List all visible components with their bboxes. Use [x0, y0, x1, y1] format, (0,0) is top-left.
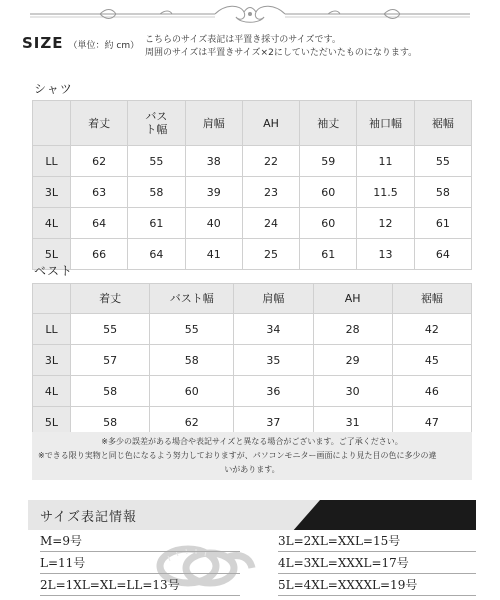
vest-section-title: ベスト	[34, 264, 74, 278]
table-cell: 60	[150, 376, 234, 407]
table-cell: 55	[71, 314, 150, 345]
table-cell: 64	[128, 239, 185, 270]
table-row	[33, 239, 472, 270]
size-info-item: 3L=2XL=XXL=15号	[278, 531, 476, 552]
table-cell: 11.5	[357, 177, 414, 208]
table-cell: 58	[71, 407, 150, 438]
column-header: 着丈	[71, 284, 150, 314]
table-cell: 13	[357, 239, 414, 270]
table-cell: 60	[300, 177, 357, 208]
size-info-item: L=11号	[40, 553, 240, 574]
column-header: 袖丈	[300, 101, 357, 146]
table-cell: 60	[300, 208, 357, 239]
size-note-line2: 周囲のサイズは平置きサイズ×2にしていただいたものになります。	[145, 48, 418, 58]
table-cell: 55	[414, 146, 471, 177]
size-info-item: M=9号	[40, 531, 240, 552]
size-title: SIZE	[22, 34, 64, 52]
table-cell: 30	[313, 376, 392, 407]
table-cell: 55	[128, 146, 185, 177]
table-cell: 62	[150, 407, 234, 438]
table-cell: 58	[150, 345, 234, 376]
shirt-size-table	[32, 100, 472, 270]
table-cell: 36	[234, 376, 313, 407]
note-line: ※できる限り実物と同じ色になるよう努力しておりますが、パソコンモニター画面により見た目の色に多少の違	[38, 451, 437, 460]
table-row	[33, 177, 472, 208]
size-note-line1: こちらのサイズ表記は平置き採寸のサイズです。	[145, 35, 341, 45]
table-cell: 42	[392, 314, 471, 345]
ornament-divider	[0, 0, 500, 30]
table-cell: 66	[71, 239, 128, 270]
column-header: AH	[313, 284, 392, 314]
table-cell: 11	[357, 146, 414, 177]
size-label-cell: 4L	[33, 376, 71, 407]
table-cell: 28	[313, 314, 392, 345]
table-cell: 45	[392, 345, 471, 376]
table-cell: 61	[128, 208, 185, 239]
column-header	[128, 101, 185, 146]
table-cell: 59	[300, 146, 357, 177]
note-line: ※多少の誤差がある場合や表記サイズと異なる場合がございます。ご了承ください。	[101, 437, 403, 446]
size-label-cell: 5L	[33, 407, 71, 438]
size-info-item: 4L=3XL=XXXL=17号	[278, 553, 476, 574]
size-label-cell: 4L	[33, 208, 71, 239]
table-cell: 23	[242, 177, 299, 208]
table-row	[33, 314, 472, 345]
column-header: バスト幅	[150, 284, 234, 314]
table-cell: 31	[313, 407, 392, 438]
table-row	[33, 208, 472, 239]
table-cell: 25	[242, 239, 299, 270]
table-corner-cell	[33, 101, 71, 146]
size-info-panel	[28, 500, 476, 596]
size-label-cell: 3L	[33, 177, 71, 208]
size-note	[145, 34, 417, 60]
size-info-item: 5L=4XL=XXXXL=19号	[278, 575, 476, 596]
size-label-cell: LL	[33, 314, 71, 345]
size-label-cell: 3L	[33, 345, 71, 376]
table-header-row	[33, 284, 472, 314]
size-header	[22, 34, 139, 54]
table-cell: 57	[71, 345, 150, 376]
table-cell: 58	[128, 177, 185, 208]
table-cell: 24	[242, 208, 299, 239]
table-row	[33, 345, 472, 376]
shirt-section-title: シャツ	[34, 82, 73, 96]
size-label-cell: 5L	[33, 239, 71, 270]
table-cell: 35	[234, 345, 313, 376]
table-cell: 55	[150, 314, 234, 345]
table-cell: 29	[313, 345, 392, 376]
table-cell: 34	[234, 314, 313, 345]
notes-box	[32, 432, 472, 480]
size-info-title: サイズ表記情報	[40, 510, 137, 525]
table-cell: 64	[414, 239, 471, 270]
size-label-cell: LL	[33, 146, 71, 177]
table-row	[33, 146, 472, 177]
table-cell: 61	[414, 208, 471, 239]
size-unit: （単位：約 cm）	[68, 41, 140, 51]
column-header: 肩幅	[234, 284, 313, 314]
column-header: 肩幅	[185, 101, 242, 146]
table-header-row	[33, 101, 472, 146]
column-header: 袖口幅	[357, 101, 414, 146]
table-row	[33, 376, 472, 407]
table-corner-cell	[33, 284, 71, 314]
column-header-text: バスト幅	[145, 110, 168, 136]
table-cell: 38	[185, 146, 242, 177]
column-header: 裾幅	[392, 284, 471, 314]
table-cell: 63	[71, 177, 128, 208]
table-cell: 46	[392, 376, 471, 407]
table-cell: 39	[185, 177, 242, 208]
table-cell: 41	[185, 239, 242, 270]
table-cell: 22	[242, 146, 299, 177]
size-info-item: 2L=1XL=XL=LL=13号	[40, 575, 240, 596]
table-cell: 58	[71, 376, 150, 407]
table-cell: 12	[357, 208, 414, 239]
table-cell: 40	[185, 208, 242, 239]
column-header: 着丈	[71, 101, 128, 146]
vest-size-table	[32, 283, 472, 438]
table-cell: 58	[414, 177, 471, 208]
table-cell: 61	[300, 239, 357, 270]
table-cell: 64	[71, 208, 128, 239]
table-cell: 37	[234, 407, 313, 438]
table-cell: 62	[71, 146, 128, 177]
column-header: 裾幅	[414, 101, 471, 146]
table-cell: 47	[392, 407, 471, 438]
note-line: いがあります。	[224, 465, 280, 474]
column-header: AH	[242, 101, 299, 146]
